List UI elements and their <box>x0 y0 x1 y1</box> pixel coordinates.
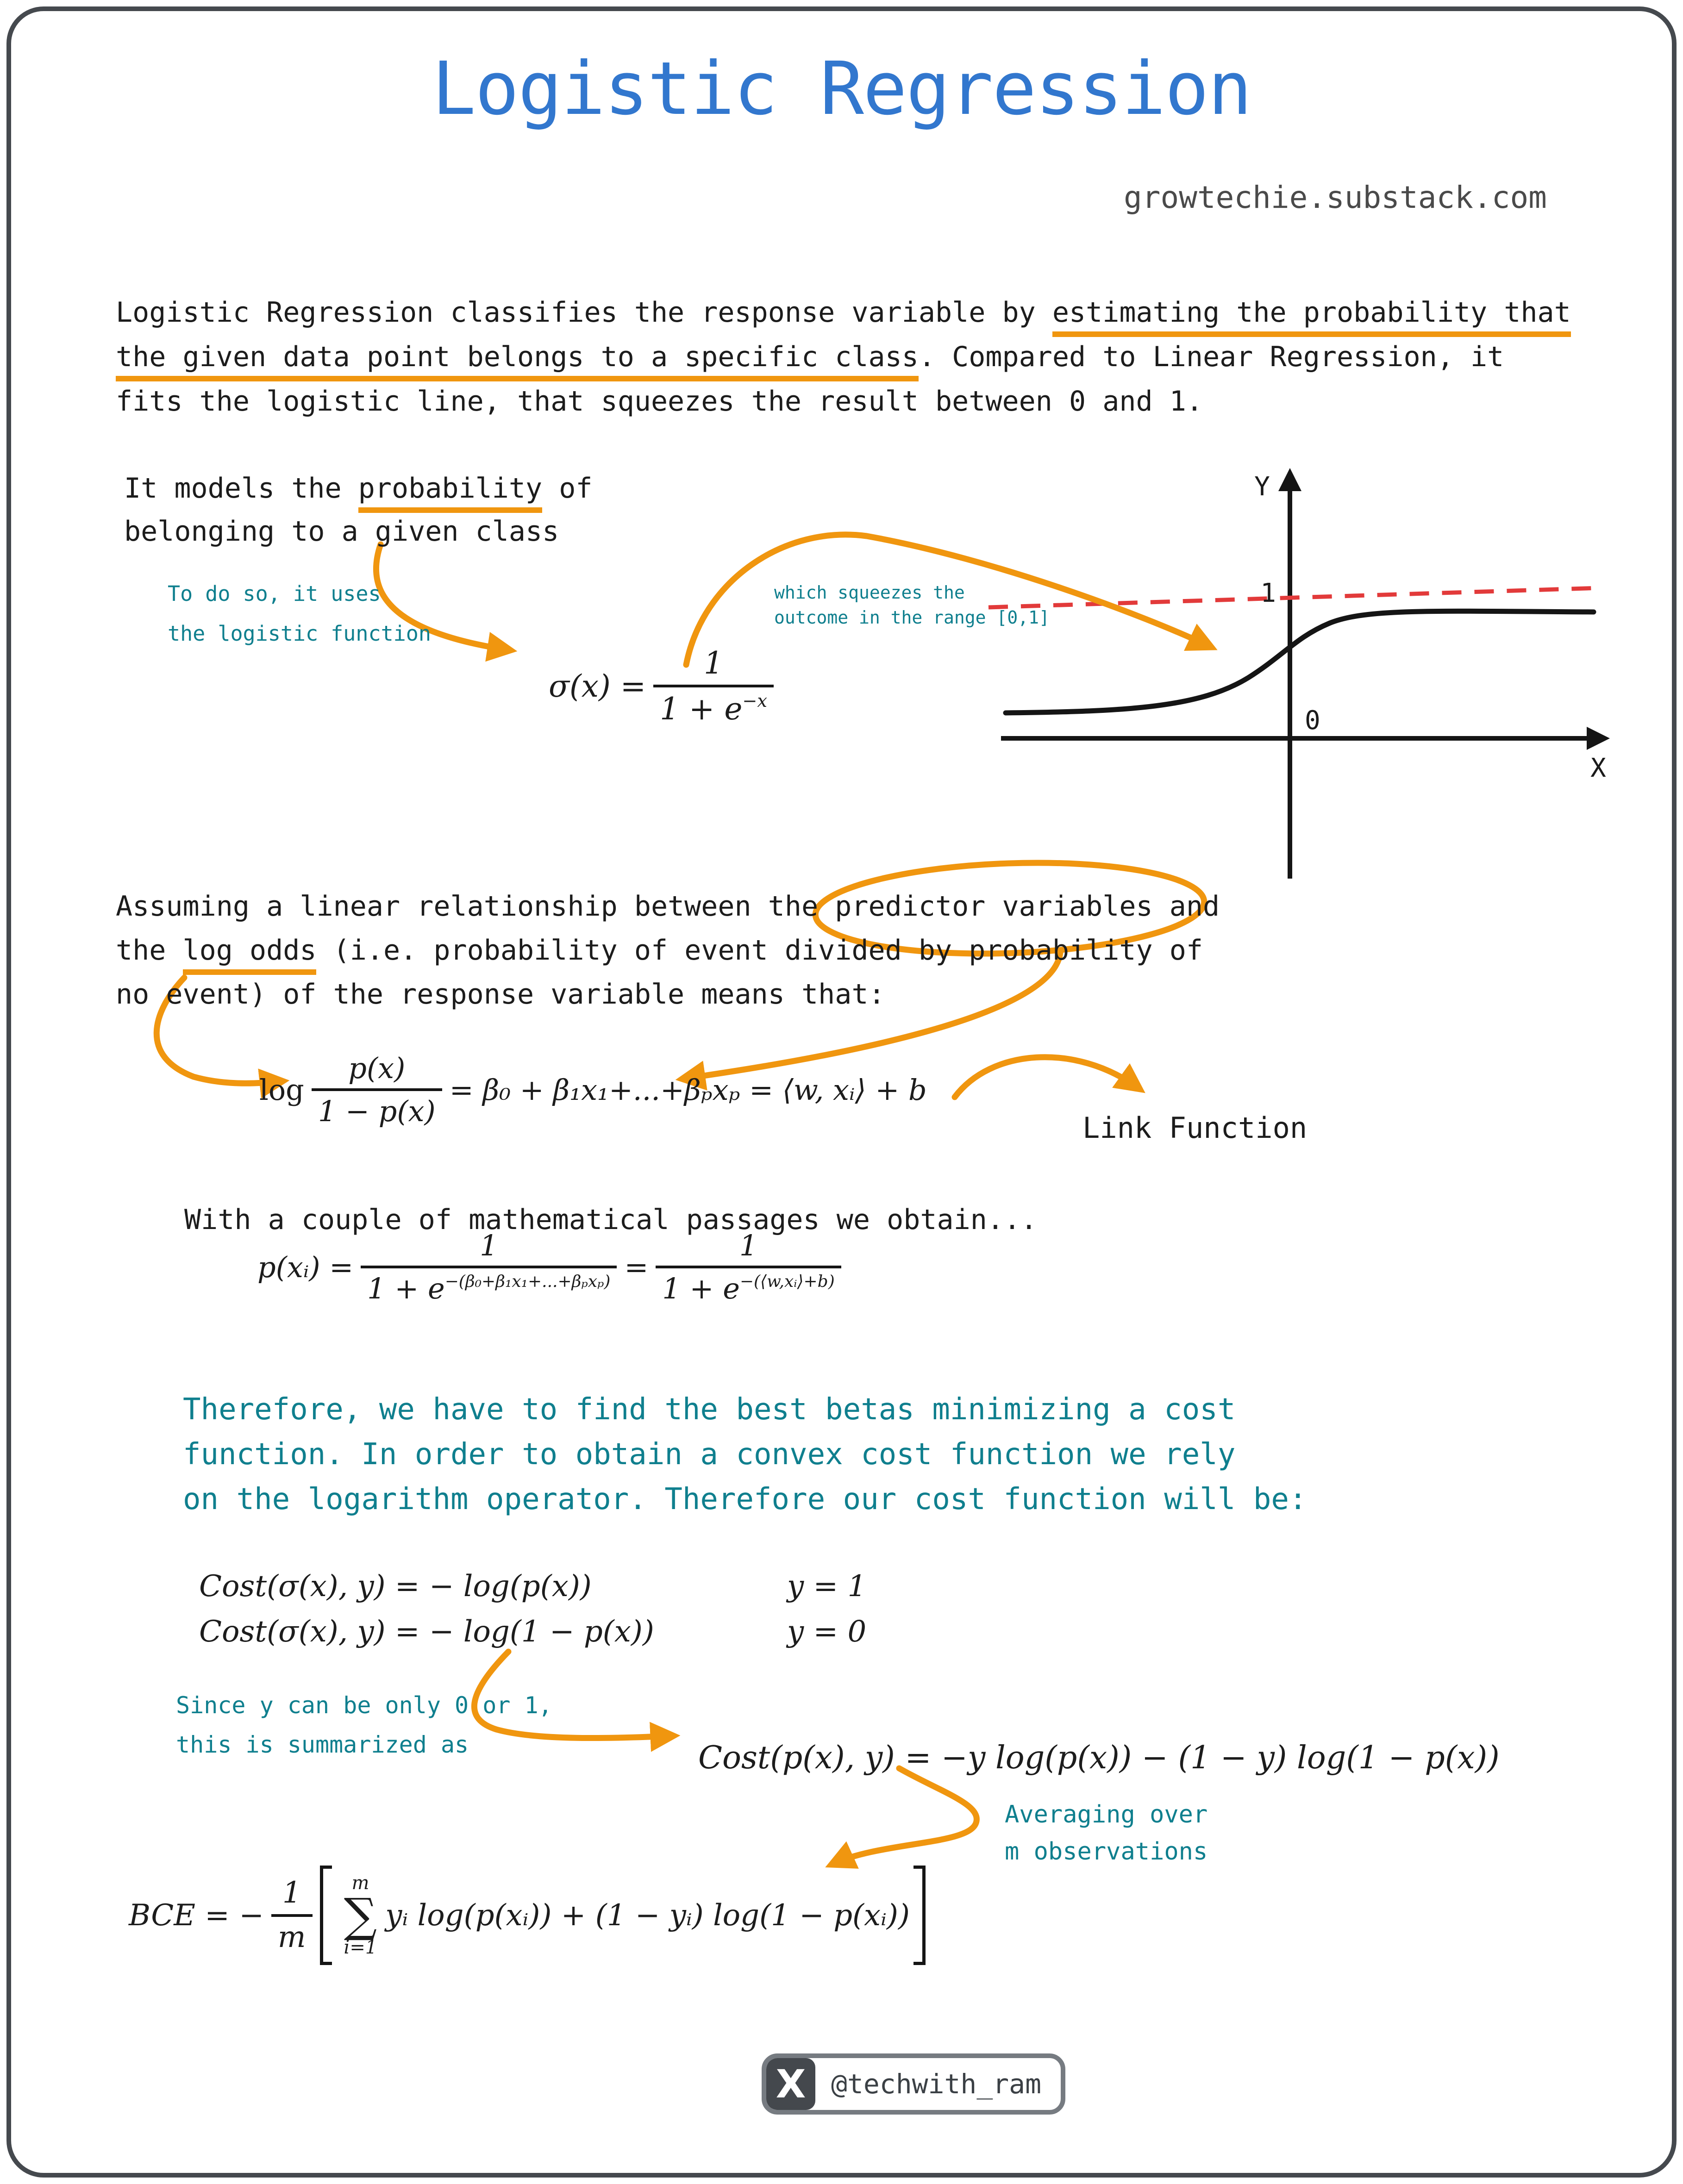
arrow-to-link-function <box>955 1057 1138 1097</box>
pxi-equals: = <box>624 1250 649 1284</box>
pxi-fraction-2 <box>656 1229 841 1305</box>
predictor-variables-text: predictor variables <box>835 890 1153 923</box>
pxi-numerator-2: 1 <box>739 1229 758 1262</box>
bce-lhs: BCE = − <box>129 1898 264 1933</box>
tick-one-label: 1 <box>1260 578 1276 608</box>
link-function-label: Link Function <box>1082 1111 1308 1145</box>
note-uses-line-1: To do so, it uses <box>168 581 381 606</box>
left-bracket <box>320 1866 332 1965</box>
cost-paragraph-line-2: function. In order to obtain a convex cost function we rely <box>183 1437 1236 1472</box>
sigmoid-curve <box>1006 611 1594 713</box>
sigmoid-lhs: σ(x) = <box>549 668 646 704</box>
x-logo-icon <box>766 2058 815 2110</box>
social-handle: @techwith_ram <box>831 2068 1041 2100</box>
models-line-1a: It models the <box>124 472 358 505</box>
probability-underline: probability <box>358 472 542 513</box>
fraction-bar <box>312 1088 442 1091</box>
pxi-exponent-2: −(⟨w,xᵢ⟩+b) <box>739 1272 835 1292</box>
right-bracket <box>913 1866 926 1965</box>
models-line-1c: of <box>542 472 593 505</box>
log-operator: log <box>259 1073 304 1107</box>
cost-paragraph-line-1: Therefore, we have to find the best betas minimizing a cost <box>183 1392 1236 1427</box>
cost-case-2-expr: Cost(σ(x), y) = − log(1 − p(x)) <box>199 1615 654 1649</box>
intro-line-1 <box>116 296 1571 329</box>
arrow-combined-to-bce <box>833 1768 976 1864</box>
sigmoid-exponent: −x <box>742 690 768 711</box>
tick-zero-label: 0 <box>1305 705 1320 736</box>
note-uses-line-2: the logistic function <box>168 621 431 646</box>
note-since-line-2: this is summarized as <box>176 1731 469 1758</box>
sum-upper-limit: m <box>351 1872 369 1894</box>
pxi-formula <box>257 1229 849 1305</box>
log-odds-underline: log odds <box>183 934 317 975</box>
sigmoid-fraction <box>653 646 774 727</box>
intro-line-2 <box>116 341 1504 373</box>
pxi-numerator-1: 1 <box>480 1229 498 1262</box>
summation <box>344 1873 377 1958</box>
note-averaging-line-1: Averaging over <box>1005 1801 1208 1828</box>
x-axis-label: X <box>1590 753 1606 783</box>
combined-cost-formula: Cost(p(x), y) = −y log(p(x)) − (1 − y) log(1 − p(x)) <box>698 1740 1500 1776</box>
passages-line: With a couple of mathematical passages we obtain... <box>184 1204 1038 1236</box>
pxi-denominator-2: $1 + e^{-(⟨w,xᵢ⟩+b)}$ <box>662 1272 835 1306</box>
page-title: Logistic Regression <box>432 46 1251 131</box>
logodds-fraction <box>312 1052 442 1128</box>
fraction-bar <box>656 1266 841 1268</box>
sigmoid-plot <box>989 472 1606 879</box>
pxi-exponent-1: −(β₀+β₁x₁+...+βₚxₚ) <box>444 1272 611 1292</box>
assume-line-1 <box>116 890 1220 923</box>
intro-underline-2: the given data point belongs to a specific class <box>116 341 919 381</box>
sigmoid-denominator: $1 + e^{-x}$ <box>660 690 768 727</box>
intro-line-3: fits the logistic line, that squeezes the result between 0 and 1. <box>116 385 1203 418</box>
bce-formula <box>129 1866 926 1965</box>
assume-line-2a: the <box>116 934 183 967</box>
sigmoid-numerator: 1 <box>704 645 724 681</box>
logodds-numerator: p(x) <box>348 1051 406 1085</box>
assume-line-2 <box>116 934 1203 967</box>
fraction-bar <box>361 1266 617 1268</box>
fraction-bar <box>271 1914 313 1917</box>
assume-line-2c: (i.e. probability of event divided by probability of <box>316 934 1203 967</box>
sigmoid-formula <box>549 646 781 727</box>
bce-body: yᵢ log(p(xᵢ)) + (1 − yᵢ) log(1 − p(xᵢ)) <box>385 1898 910 1933</box>
pxi-fraction-1 <box>361 1229 617 1305</box>
note-squeeze-line-1: which squeezes the <box>774 582 965 603</box>
assume-line-1a: Assuming a linear relationship between the <box>116 890 835 923</box>
footer-social-badge[interactable] <box>762 2053 1065 2115</box>
assume-line-3: no event) of the response variable means that: <box>116 978 885 1011</box>
y-axis-label: Y <box>1254 472 1270 502</box>
pxi-denominator-1: $1 + e^{-(\beta_0+\beta_1x_1+...+\beta_px_p)}$ <box>367 1272 611 1306</box>
x-logo-glyph: X <box>776 2061 806 2107</box>
bce-fraction <box>271 1876 313 1954</box>
site-link[interactable]: growtechie.substack.com <box>1124 180 1547 215</box>
cost-case-1-cond: y = 1 <box>787 1569 867 1604</box>
note-since-line-1: Since y can be only 0 or 1, <box>176 1692 552 1719</box>
intro-underline-1: estimating the probability that <box>1052 296 1571 337</box>
intro-line-2-text: . Compared to Linear Regression, it <box>918 341 1504 373</box>
bce-numerator: 1 <box>282 1875 301 1910</box>
logodds-rhs: = β₀ + β₁x₁+...+βₚxₚ = ⟨w, xᵢ⟩ + b <box>449 1073 927 1107</box>
cost-paragraph-line-3: on the logarithm operator. Therefore our cost function will be: <box>183 1482 1307 1516</box>
note-averaging-line-2: m observations <box>1005 1838 1208 1866</box>
bce-denominator: m <box>277 1920 306 1954</box>
fraction-bar <box>653 685 774 687</box>
sum-lower-limit: i=1 <box>344 1937 377 1958</box>
models-line-1 <box>124 472 592 505</box>
pxi-lhs: p(xᵢ) = <box>257 1250 354 1284</box>
intro-line-1-text: Logistic Regression classifies the response variable by <box>116 296 1052 329</box>
cost-case-2-cond: y = 0 <box>787 1615 867 1649</box>
models-line-2: belonging to a given class <box>124 515 559 548</box>
logodds-formula <box>259 1052 927 1128</box>
logodds-denominator: 1 − p(x) <box>318 1094 436 1129</box>
assume-line-1c: and <box>1152 890 1220 923</box>
note-squeeze-line-2: outcome in the range [0,1] <box>774 607 1050 628</box>
sigma-icon: ∑ <box>344 1888 377 1942</box>
cost-case-1-expr: Cost(σ(x), y) = − log(p(x)) <box>199 1569 592 1604</box>
